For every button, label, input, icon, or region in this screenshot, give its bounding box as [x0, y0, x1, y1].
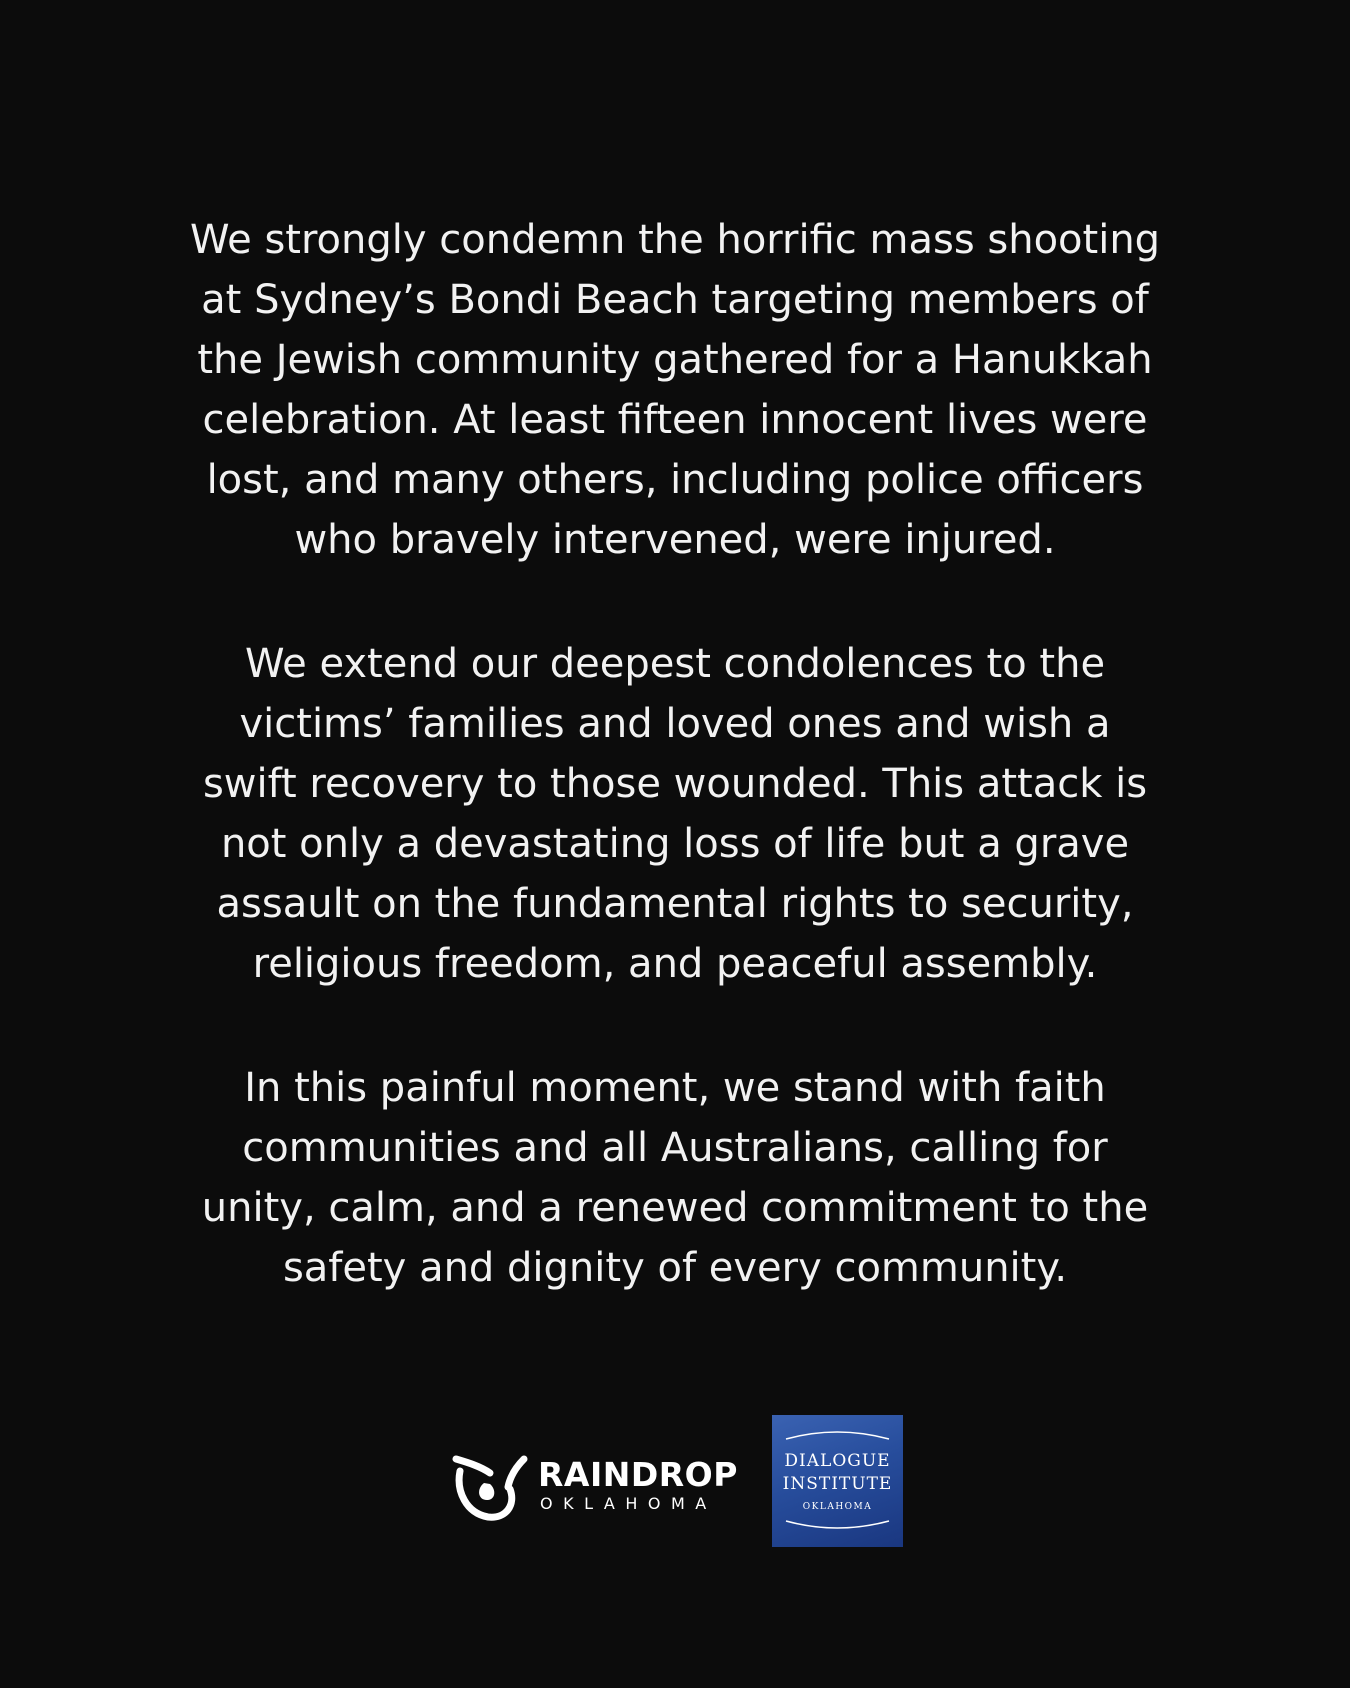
statement-line: who bravely intervened, were injured.	[294, 517, 1056, 563]
statement-line: not only a devastating loss of life but a grave	[220, 821, 1130, 867]
arc-decoration-icon	[772, 1515, 903, 1537]
statement-line: lost, and many others, including police officers	[206, 457, 1144, 503]
statement-line: victims’ families and loved ones and wish a	[239, 701, 1111, 747]
dialogue-line-3: OKLAHOMA	[802, 1502, 873, 1512]
dialogue-institute-logo	[772, 1415, 903, 1547]
statement-line: celebration. At least fifteen innocent lives were	[202, 397, 1148, 443]
raindrop-mark-icon	[450, 1453, 530, 1523]
statement-line: We extend our deepest condolences to the	[244, 641, 1106, 687]
statement-line: assault on the fundamental rights to security,	[216, 881, 1134, 927]
statement-paragraph-2	[60, 634, 1290, 994]
dialogue-line-1: DIALOGUE	[784, 1451, 891, 1471]
raindrop-subtitle: OKLAHOMA	[540, 1494, 717, 1513]
statement-text	[60, 210, 1290, 1362]
statement-paragraph-1	[60, 210, 1290, 570]
raindrop-name: RAINDROP	[538, 1455, 738, 1494]
statement-line: at Sydney’s Bondi Beach targeting members of	[201, 277, 1149, 323]
statement-line: swift recovery to those wounded. This attack is	[202, 761, 1148, 807]
raindrop-oklahoma-logo	[450, 1453, 738, 1523]
statement-line: religious freedom, and peaceful assembly.	[252, 941, 1098, 987]
statement-line: the Jewish community gathered for a Hanukkah	[197, 337, 1153, 383]
dialogue-line-2: INSTITUTE	[782, 1474, 893, 1494]
statement-line: unity, calm, and a renewed commitment to the	[201, 1185, 1149, 1231]
statement-line: In this painful moment, we stand with faith	[244, 1065, 1106, 1111]
arc-decoration-icon	[772, 1423, 903, 1445]
statement-line: safety and dignity of every community.	[282, 1245, 1068, 1291]
statement-line: communities and all Australians, calling for	[242, 1125, 1108, 1171]
statement-paragraph-3	[60, 1058, 1290, 1298]
partner-logos	[0, 1415, 1350, 1547]
statement-line: We strongly condemn the horrific mass shooting	[189, 217, 1161, 263]
